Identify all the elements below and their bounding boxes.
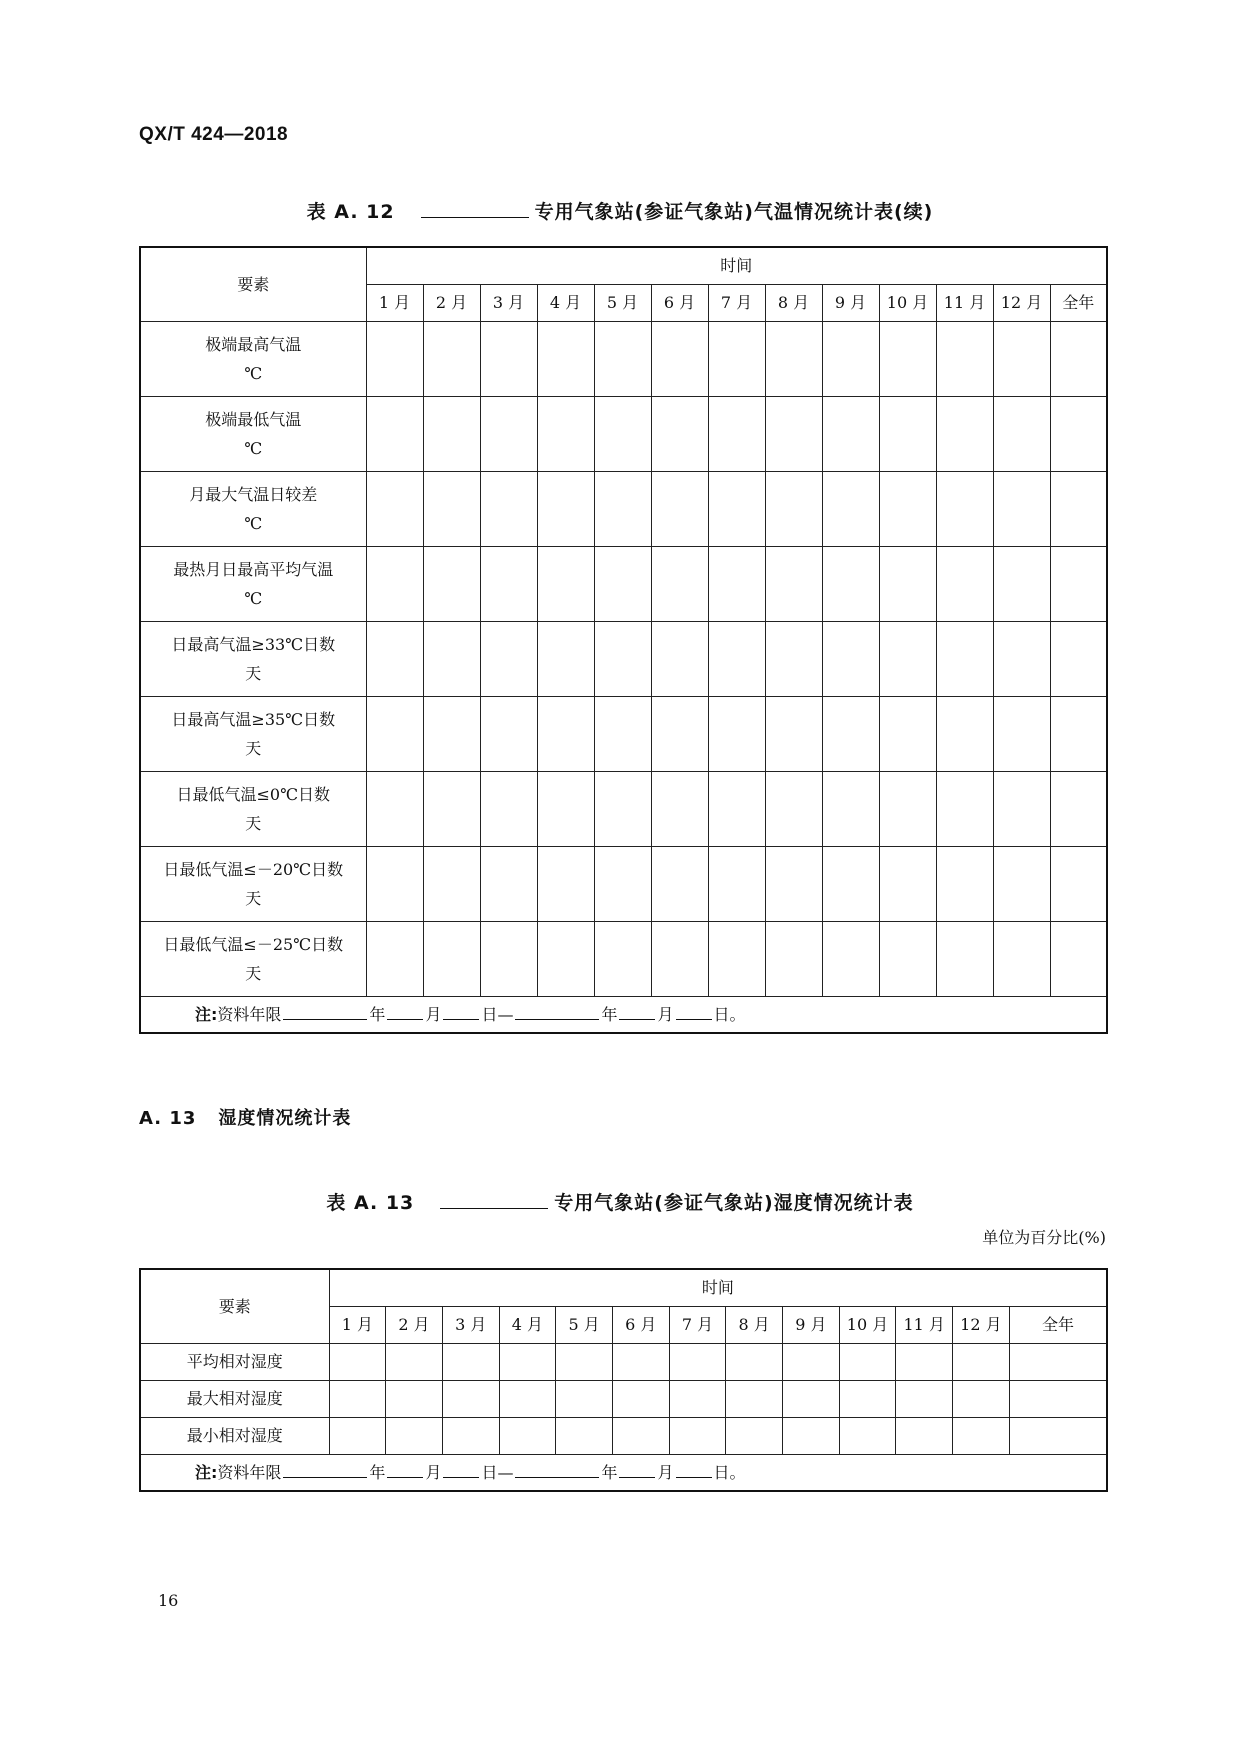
data-cell xyxy=(726,1380,783,1417)
note-text: 年 xyxy=(601,1004,618,1024)
note-text: 月 xyxy=(657,1004,674,1024)
annual-header: 全年 xyxy=(1050,284,1107,321)
row-label xyxy=(140,471,366,546)
data-cell xyxy=(537,621,594,696)
data-cell xyxy=(953,1343,1010,1380)
data-cell xyxy=(765,846,822,921)
year-blank xyxy=(283,1461,367,1478)
row-label xyxy=(140,846,366,921)
data-cell xyxy=(480,771,537,846)
data-cell xyxy=(329,1343,386,1380)
data-cell xyxy=(936,471,993,546)
data-cell xyxy=(366,471,423,546)
data-cell xyxy=(708,321,765,396)
data-cell xyxy=(953,1380,1010,1417)
year-blank xyxy=(283,1003,367,1020)
row-label xyxy=(140,321,366,396)
table-a13-number: 表 A. 13 xyxy=(326,1192,415,1214)
data-cell xyxy=(993,771,1050,846)
data-cell xyxy=(594,621,651,696)
data-cell xyxy=(594,471,651,546)
element-unit: 天 xyxy=(245,963,262,983)
day-blank xyxy=(676,1003,712,1020)
data-cell xyxy=(480,396,537,471)
month-header: 12 月 xyxy=(993,284,1050,321)
factor-header: 要素 xyxy=(140,1269,329,1343)
data-period-note xyxy=(140,996,1107,1033)
table-row xyxy=(140,771,1107,846)
row-label xyxy=(140,621,366,696)
table-row xyxy=(140,621,1107,696)
table-row xyxy=(140,1343,1107,1380)
month-header: 5 月 xyxy=(594,284,651,321)
page-number: 16 xyxy=(158,1591,179,1610)
note-text: 日。 xyxy=(713,1462,746,1482)
element-name: 极端最高气温 xyxy=(205,334,302,354)
data-cell xyxy=(993,546,1050,621)
data-cell xyxy=(423,621,480,696)
data-cell xyxy=(1009,1380,1107,1417)
data-cell xyxy=(556,1417,613,1454)
note-text: 月 xyxy=(425,1462,442,1482)
data-cell xyxy=(822,846,879,921)
note-row xyxy=(140,1454,1107,1491)
station-name-blank xyxy=(421,199,529,218)
data-cell xyxy=(423,396,480,471)
element-unit: 天 xyxy=(245,813,262,833)
element-name: 日最低气温≤0℃日数 xyxy=(176,784,330,804)
element-name: 日最低气温≤－25℃日数 xyxy=(163,934,344,954)
note-text: 日。 xyxy=(713,1004,746,1024)
month-header: 2 月 xyxy=(423,284,480,321)
data-cell xyxy=(1050,471,1107,546)
data-cell xyxy=(839,1380,896,1417)
data-cell xyxy=(839,1417,896,1454)
data-cell xyxy=(936,546,993,621)
table-row xyxy=(140,846,1107,921)
data-cell xyxy=(993,396,1050,471)
table-a12-title xyxy=(0,197,1240,224)
data-cell xyxy=(708,846,765,921)
month-header: 11 月 xyxy=(936,284,993,321)
element-name: 最热月日最高平均气温 xyxy=(173,559,334,579)
data-cell xyxy=(822,921,879,996)
data-cell xyxy=(556,1343,613,1380)
month-header: 10 月 xyxy=(839,1306,896,1343)
data-cell xyxy=(1050,846,1107,921)
humidity-table xyxy=(139,1268,1108,1492)
data-cell xyxy=(822,546,879,621)
note-text: 年 xyxy=(601,1462,618,1482)
data-cell xyxy=(765,396,822,471)
data-cell xyxy=(993,471,1050,546)
month-header: 8 月 xyxy=(726,1306,783,1343)
data-cell xyxy=(1050,921,1107,996)
data-cell xyxy=(651,396,708,471)
data-cell xyxy=(651,546,708,621)
data-cell xyxy=(936,696,993,771)
data-cell xyxy=(879,396,936,471)
data-cell xyxy=(765,771,822,846)
note-text: 资料年限 xyxy=(217,1004,282,1024)
data-cell xyxy=(594,696,651,771)
data-cell xyxy=(953,1417,1010,1454)
data-cell xyxy=(423,696,480,771)
month-blank xyxy=(619,1003,655,1020)
header-row xyxy=(140,1269,1107,1306)
table-row xyxy=(140,921,1107,996)
data-cell xyxy=(783,1417,840,1454)
data-cell xyxy=(366,621,423,696)
data-cell xyxy=(386,1417,443,1454)
header-row xyxy=(140,247,1107,284)
data-cell xyxy=(896,1380,953,1417)
data-cell xyxy=(669,1417,726,1454)
data-cell xyxy=(765,921,822,996)
month-header: 9 月 xyxy=(822,284,879,321)
document-code: QX/T 424—2018 xyxy=(139,124,289,145)
month-header: 6 月 xyxy=(651,284,708,321)
data-cell xyxy=(537,771,594,846)
data-cell xyxy=(594,921,651,996)
data-cell xyxy=(612,1380,669,1417)
table-row xyxy=(140,1380,1107,1417)
data-cell xyxy=(442,1343,499,1380)
data-cell xyxy=(879,696,936,771)
data-cell xyxy=(708,771,765,846)
table-row xyxy=(140,321,1107,396)
month-blank xyxy=(387,1461,423,1478)
data-cell xyxy=(879,546,936,621)
note-text: 月 xyxy=(657,1462,674,1482)
element-unit: ℃ xyxy=(244,438,263,458)
section-number: A. 13 xyxy=(139,1108,197,1129)
data-cell xyxy=(936,921,993,996)
data-cell xyxy=(329,1380,386,1417)
row-label xyxy=(140,396,366,471)
data-cell xyxy=(726,1417,783,1454)
annual-header: 全年 xyxy=(1009,1306,1107,1343)
data-cell xyxy=(822,396,879,471)
station-name-blank xyxy=(440,1190,548,1209)
factor-header: 要素 xyxy=(140,247,366,321)
note-text: 年 xyxy=(369,1462,386,1482)
table-row xyxy=(140,471,1107,546)
data-cell xyxy=(936,846,993,921)
element-unit: ℃ xyxy=(244,513,263,533)
month-header: 6 月 xyxy=(612,1306,669,1343)
data-cell xyxy=(442,1380,499,1417)
data-cell xyxy=(651,771,708,846)
data-cell xyxy=(879,621,936,696)
month-header: 1 月 xyxy=(329,1306,386,1343)
data-cell xyxy=(499,1343,556,1380)
note-text: 年 xyxy=(369,1004,386,1024)
element-name: 月最大气温日较差 xyxy=(189,484,318,504)
table-row xyxy=(140,546,1107,621)
row-label xyxy=(140,696,366,771)
data-cell xyxy=(366,396,423,471)
element-name: 日最高气温≥33℃日数 xyxy=(171,634,336,654)
year-blank xyxy=(515,1461,599,1478)
month-header: 3 月 xyxy=(442,1306,499,1343)
data-cell xyxy=(879,321,936,396)
data-cell xyxy=(783,1343,840,1380)
data-cell xyxy=(936,621,993,696)
note-text: 月 xyxy=(425,1004,442,1024)
data-cell xyxy=(480,846,537,921)
data-cell xyxy=(783,1380,840,1417)
month-header: 2 月 xyxy=(386,1306,443,1343)
element-name: 日最高气温≥35℃日数 xyxy=(171,709,336,729)
data-cell xyxy=(822,321,879,396)
note-label: 注: xyxy=(195,1004,218,1024)
month-header: 9 月 xyxy=(783,1306,840,1343)
row-label xyxy=(140,921,366,996)
data-cell xyxy=(822,696,879,771)
row-label: 最小相对湿度 xyxy=(140,1417,329,1454)
table-a12-caption: 专用气象站(参证气象站)气温情况统计表(续) xyxy=(534,201,934,223)
data-cell xyxy=(612,1343,669,1380)
data-cell xyxy=(386,1380,443,1417)
data-cell xyxy=(594,546,651,621)
temperature-table xyxy=(139,246,1108,1034)
data-cell xyxy=(480,621,537,696)
data-cell xyxy=(993,696,1050,771)
data-cell xyxy=(594,321,651,396)
element-unit: 天 xyxy=(245,663,262,683)
month-header: 1 月 xyxy=(366,284,423,321)
data-cell xyxy=(1009,1343,1107,1380)
data-cell xyxy=(594,846,651,921)
table-row xyxy=(140,696,1107,771)
data-period-note xyxy=(140,1454,1107,1491)
data-cell xyxy=(936,396,993,471)
element-unit: ℃ xyxy=(244,588,263,608)
month-header: 8 月 xyxy=(765,284,822,321)
row-label: 最大相对湿度 xyxy=(140,1380,329,1417)
data-cell xyxy=(879,846,936,921)
data-cell xyxy=(993,846,1050,921)
table-row xyxy=(140,1417,1107,1454)
data-cell xyxy=(708,396,765,471)
data-cell xyxy=(651,621,708,696)
data-cell xyxy=(612,1417,669,1454)
note-text: 日— xyxy=(481,1462,514,1482)
month-blank xyxy=(619,1461,655,1478)
data-cell xyxy=(651,321,708,396)
data-cell xyxy=(839,1343,896,1380)
data-cell xyxy=(765,546,822,621)
data-cell xyxy=(537,696,594,771)
data-cell xyxy=(1009,1417,1107,1454)
data-cell xyxy=(480,321,537,396)
data-cell xyxy=(993,621,1050,696)
data-cell xyxy=(708,471,765,546)
data-cell xyxy=(896,1343,953,1380)
element-name: 极端最低气温 xyxy=(205,409,302,429)
data-cell xyxy=(879,471,936,546)
day-blank xyxy=(443,1003,479,1020)
data-cell xyxy=(537,921,594,996)
data-cell xyxy=(879,921,936,996)
row-label xyxy=(140,546,366,621)
data-cell xyxy=(423,546,480,621)
data-cell xyxy=(480,546,537,621)
data-cell xyxy=(896,1417,953,1454)
data-cell xyxy=(594,396,651,471)
data-cell xyxy=(499,1417,556,1454)
data-cell xyxy=(537,321,594,396)
data-cell xyxy=(765,471,822,546)
data-cell xyxy=(1050,546,1107,621)
data-cell xyxy=(1050,771,1107,846)
data-cell xyxy=(1050,321,1107,396)
unit-note: 单位为百分比(%) xyxy=(982,1228,1106,1247)
month-header: 12 月 xyxy=(953,1306,1010,1343)
month-header: 11 月 xyxy=(896,1306,953,1343)
data-cell xyxy=(423,321,480,396)
data-cell xyxy=(366,846,423,921)
data-cell xyxy=(329,1417,386,1454)
data-cell xyxy=(708,696,765,771)
data-cell xyxy=(366,696,423,771)
data-cell xyxy=(366,921,423,996)
data-cell xyxy=(879,771,936,846)
data-cell xyxy=(822,771,879,846)
data-cell xyxy=(936,771,993,846)
data-cell xyxy=(499,1380,556,1417)
month-header: 5 月 xyxy=(556,1306,613,1343)
data-cell xyxy=(936,321,993,396)
section-heading xyxy=(139,1104,351,1130)
data-cell xyxy=(442,1417,499,1454)
note-text: 日— xyxy=(481,1004,514,1024)
data-cell xyxy=(366,546,423,621)
month-header: 10 月 xyxy=(879,284,936,321)
data-cell xyxy=(765,321,822,396)
row-label: 平均相对湿度 xyxy=(140,1343,329,1380)
data-cell xyxy=(765,621,822,696)
data-cell xyxy=(822,471,879,546)
data-cell xyxy=(1050,621,1107,696)
data-cell xyxy=(669,1380,726,1417)
data-cell xyxy=(537,846,594,921)
data-cell xyxy=(765,696,822,771)
data-cell xyxy=(708,546,765,621)
month-header: 4 月 xyxy=(499,1306,556,1343)
data-cell xyxy=(993,921,1050,996)
table-a13-title xyxy=(0,1188,1240,1215)
section-title: 湿度情况统计表 xyxy=(218,1108,352,1129)
data-cell xyxy=(822,621,879,696)
data-cell xyxy=(366,771,423,846)
table-row xyxy=(140,396,1107,471)
note-text: 资料年限 xyxy=(217,1462,282,1482)
day-blank xyxy=(676,1461,712,1478)
data-cell xyxy=(480,921,537,996)
data-cell xyxy=(651,846,708,921)
data-cell xyxy=(726,1343,783,1380)
year-blank xyxy=(515,1003,599,1020)
time-header: 时间 xyxy=(329,1269,1107,1306)
note-row xyxy=(140,996,1107,1033)
data-cell xyxy=(423,771,480,846)
data-cell xyxy=(708,921,765,996)
data-cell xyxy=(1050,396,1107,471)
data-cell xyxy=(1050,696,1107,771)
data-cell xyxy=(386,1343,443,1380)
data-cell xyxy=(651,471,708,546)
data-cell xyxy=(537,546,594,621)
data-cell xyxy=(594,771,651,846)
data-cell xyxy=(993,321,1050,396)
note-label: 注: xyxy=(195,1462,218,1482)
data-cell xyxy=(651,696,708,771)
day-blank xyxy=(443,1461,479,1478)
data-cell xyxy=(423,921,480,996)
data-cell xyxy=(480,471,537,546)
month-header: 3 月 xyxy=(480,284,537,321)
data-cell xyxy=(708,621,765,696)
data-cell xyxy=(480,696,537,771)
month-header: 7 月 xyxy=(669,1306,726,1343)
month-header: 4 月 xyxy=(537,284,594,321)
table-a13-caption: 专用气象站(参证气象站)湿度情况统计表 xyxy=(554,1192,914,1214)
data-cell xyxy=(537,396,594,471)
data-cell xyxy=(423,846,480,921)
month-header: 7 月 xyxy=(708,284,765,321)
data-cell xyxy=(651,921,708,996)
data-cell xyxy=(669,1343,726,1380)
data-cell xyxy=(556,1380,613,1417)
data-cell xyxy=(423,471,480,546)
data-cell xyxy=(366,321,423,396)
table-a12-number: 表 A. 12 xyxy=(306,201,395,223)
data-cell xyxy=(537,471,594,546)
element-unit: 天 xyxy=(245,888,262,908)
element-unit: ℃ xyxy=(244,363,263,383)
element-unit: 天 xyxy=(245,738,262,758)
time-header: 时间 xyxy=(366,247,1107,284)
row-label xyxy=(140,771,366,846)
element-name: 日最低气温≤－20℃日数 xyxy=(163,859,344,879)
month-blank xyxy=(387,1003,423,1020)
